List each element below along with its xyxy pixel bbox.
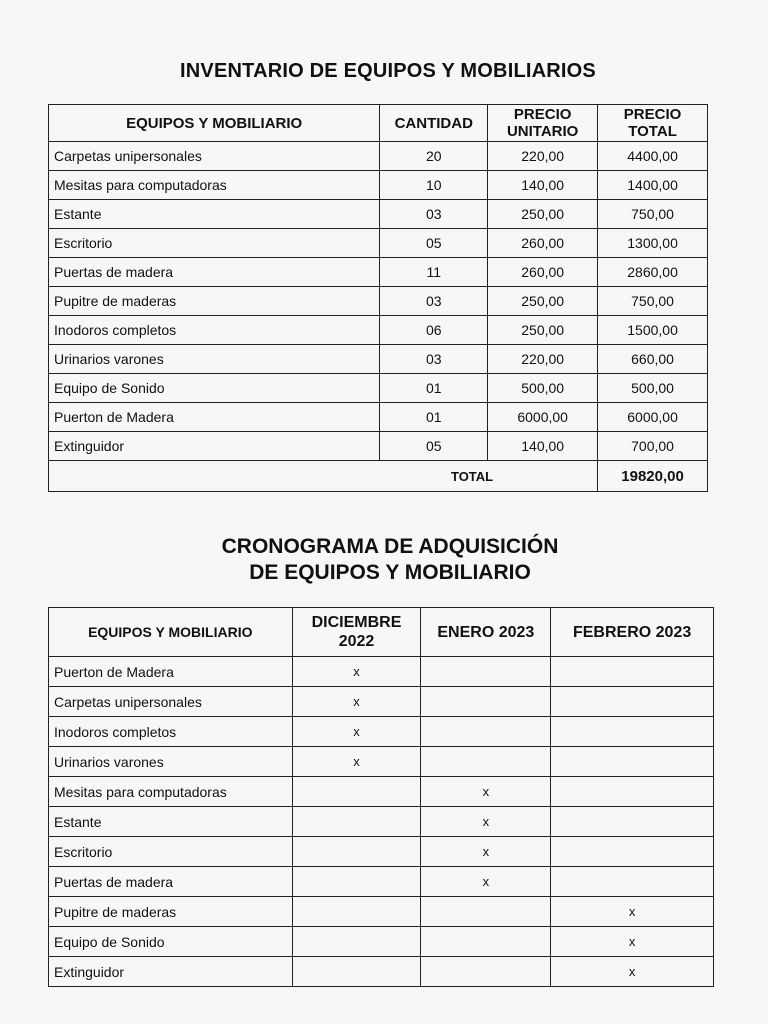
table-row xyxy=(49,657,714,687)
mark-febrero xyxy=(551,657,714,687)
mark-febrero: x xyxy=(551,927,714,957)
mark-enero: x xyxy=(421,777,551,807)
table-row xyxy=(49,142,708,171)
item-name: Carpetas unipersonales xyxy=(49,142,380,171)
table-row xyxy=(49,403,708,432)
mark-febrero: x xyxy=(551,957,714,987)
mark-diciembre xyxy=(292,927,421,957)
mark-diciembre: x xyxy=(292,747,421,777)
mark-diciembre xyxy=(292,867,421,897)
item-name: Estante xyxy=(49,807,293,837)
table-row xyxy=(49,897,714,927)
mark-febrero xyxy=(551,837,714,867)
item-total-price: 750,00 xyxy=(598,200,708,229)
item-total-price: 2860,00 xyxy=(598,258,708,287)
inventory-header-row xyxy=(49,105,708,142)
item-name: Inodoros completos xyxy=(49,717,293,747)
item-total-price: 700,00 xyxy=(598,432,708,461)
table-row xyxy=(49,171,708,200)
mark-diciembre: x xyxy=(292,687,421,717)
mark-diciembre xyxy=(292,807,421,837)
item-name: Puerton de Madera xyxy=(49,403,380,432)
mark-diciembre: x xyxy=(292,657,421,687)
item-quantity: 20 xyxy=(380,142,488,171)
mark-diciembre xyxy=(292,897,421,927)
item-quantity: 03 xyxy=(380,200,488,229)
item-total-price: 1400,00 xyxy=(598,171,708,200)
item-quantity: 05 xyxy=(380,229,488,258)
item-quantity: 01 xyxy=(380,403,488,432)
mark-febrero xyxy=(551,807,714,837)
item-unit-price: 250,00 xyxy=(488,200,598,229)
mark-enero xyxy=(421,717,551,747)
item-name: Equipo de Sonido xyxy=(49,927,293,957)
item-total-price: 750,00 xyxy=(598,287,708,316)
item-total-price: 500,00 xyxy=(598,374,708,403)
schedule-title-line1: CRONOGRAMA DE ADQUISICIÓN xyxy=(221,535,559,558)
item-unit-price: 260,00 xyxy=(488,258,598,287)
table-row xyxy=(49,957,714,987)
header-diciembre: DICIEMBRE 2022 xyxy=(292,608,421,657)
header-enero: ENERO 2023 xyxy=(421,608,551,657)
mark-diciembre xyxy=(292,777,421,807)
item-quantity: 03 xyxy=(380,345,488,374)
item-total-price: 4400,00 xyxy=(598,142,708,171)
mark-enero: x xyxy=(421,867,551,897)
table-row xyxy=(49,287,708,316)
mark-diciembre xyxy=(292,957,421,987)
item-name: Estante xyxy=(49,200,380,229)
mark-enero xyxy=(421,687,551,717)
item-unit-price: 500,00 xyxy=(488,374,598,403)
item-quantity: 01 xyxy=(380,374,488,403)
total-label: TOTAL xyxy=(49,461,598,492)
schedule-title xyxy=(0,534,768,586)
item-name: Puertas de madera xyxy=(49,867,293,897)
schedule-title-line2: DE EQUIPOS Y MOBILIARIO xyxy=(249,561,531,584)
item-unit-price: 140,00 xyxy=(488,171,598,200)
item-name: Urinarios varones xyxy=(49,345,380,374)
item-unit-price: 140,00 xyxy=(488,432,598,461)
table-row xyxy=(49,258,708,287)
table-row xyxy=(49,837,714,867)
item-unit-price: 250,00 xyxy=(488,316,598,345)
item-unit-price: 260,00 xyxy=(488,229,598,258)
item-name: Puerton de Madera xyxy=(49,657,293,687)
table-row xyxy=(49,867,714,897)
item-name: Mesitas para computadoras xyxy=(49,171,380,200)
item-name: Pupitre de maderas xyxy=(49,287,380,316)
mark-diciembre: x xyxy=(292,717,421,747)
item-total-price: 1300,00 xyxy=(598,229,708,258)
item-unit-price: 220,00 xyxy=(488,345,598,374)
item-name: Mesitas para computadoras xyxy=(49,777,293,807)
mark-diciembre xyxy=(292,837,421,867)
item-unit-price: 6000,00 xyxy=(488,403,598,432)
header-equipos: EQUIPOS Y MOBILIARIO xyxy=(49,105,380,142)
item-name: Equipo de Sonido xyxy=(49,374,380,403)
item-quantity: 03 xyxy=(380,287,488,316)
item-name: Urinarios varones xyxy=(49,747,293,777)
schedule-table xyxy=(48,607,714,987)
mark-enero xyxy=(421,747,551,777)
item-name: Carpetas unipersonales xyxy=(49,687,293,717)
item-name: Puertas de madera xyxy=(49,258,380,287)
mark-enero xyxy=(421,927,551,957)
header-cantidad: CANTIDAD xyxy=(380,105,488,142)
item-quantity: 05 xyxy=(380,432,488,461)
mark-febrero xyxy=(551,777,714,807)
item-quantity: 10 xyxy=(380,171,488,200)
item-name: Escritorio xyxy=(49,229,380,258)
table-row xyxy=(49,432,708,461)
mark-febrero: x xyxy=(551,897,714,927)
table-row xyxy=(49,316,708,345)
item-total-price: 660,00 xyxy=(598,345,708,374)
mark-enero xyxy=(421,957,551,987)
table-row xyxy=(49,777,714,807)
mark-enero: x xyxy=(421,807,551,837)
table-row xyxy=(49,229,708,258)
mark-enero: x xyxy=(421,837,551,867)
item-name: Inodoros completos xyxy=(49,316,380,345)
item-name: Extinguidor xyxy=(49,432,380,461)
table-row xyxy=(49,374,708,403)
table-row xyxy=(49,200,708,229)
table-row xyxy=(49,927,714,957)
item-name: Extinguidor xyxy=(49,957,293,987)
table-row xyxy=(49,717,714,747)
schedule-header-row xyxy=(49,608,714,657)
item-quantity: 11 xyxy=(380,258,488,287)
mark-febrero xyxy=(551,687,714,717)
mark-febrero xyxy=(551,747,714,777)
mark-febrero xyxy=(551,717,714,747)
mark-enero xyxy=(421,897,551,927)
header-precio-unitario: PRECIO UNITARIO xyxy=(488,105,598,142)
item-name: Escritorio xyxy=(49,837,293,867)
item-name: Pupitre de maderas xyxy=(49,897,293,927)
total-row xyxy=(49,461,708,492)
header-febrero: FEBRERO 2023 xyxy=(551,608,714,657)
item-total-price: 1500,00 xyxy=(598,316,708,345)
inventory-title: INVENTARIO DE EQUIPOS Y MOBILIARIOS xyxy=(180,60,596,82)
total-value: 19820,00 xyxy=(598,461,708,492)
mark-enero xyxy=(421,657,551,687)
table-row xyxy=(49,807,714,837)
item-quantity: 06 xyxy=(380,316,488,345)
item-unit-price: 220,00 xyxy=(488,142,598,171)
header-equipos: EQUIPOS Y MOBILIARIO xyxy=(49,608,293,657)
header-precio-total: PRECIO TOTAL xyxy=(598,105,708,142)
table-row xyxy=(49,747,714,777)
inventory-table xyxy=(48,104,708,492)
table-row xyxy=(49,687,714,717)
mark-febrero xyxy=(551,867,714,897)
item-total-price: 6000,00 xyxy=(598,403,708,432)
item-unit-price: 250,00 xyxy=(488,287,598,316)
table-row xyxy=(49,345,708,374)
